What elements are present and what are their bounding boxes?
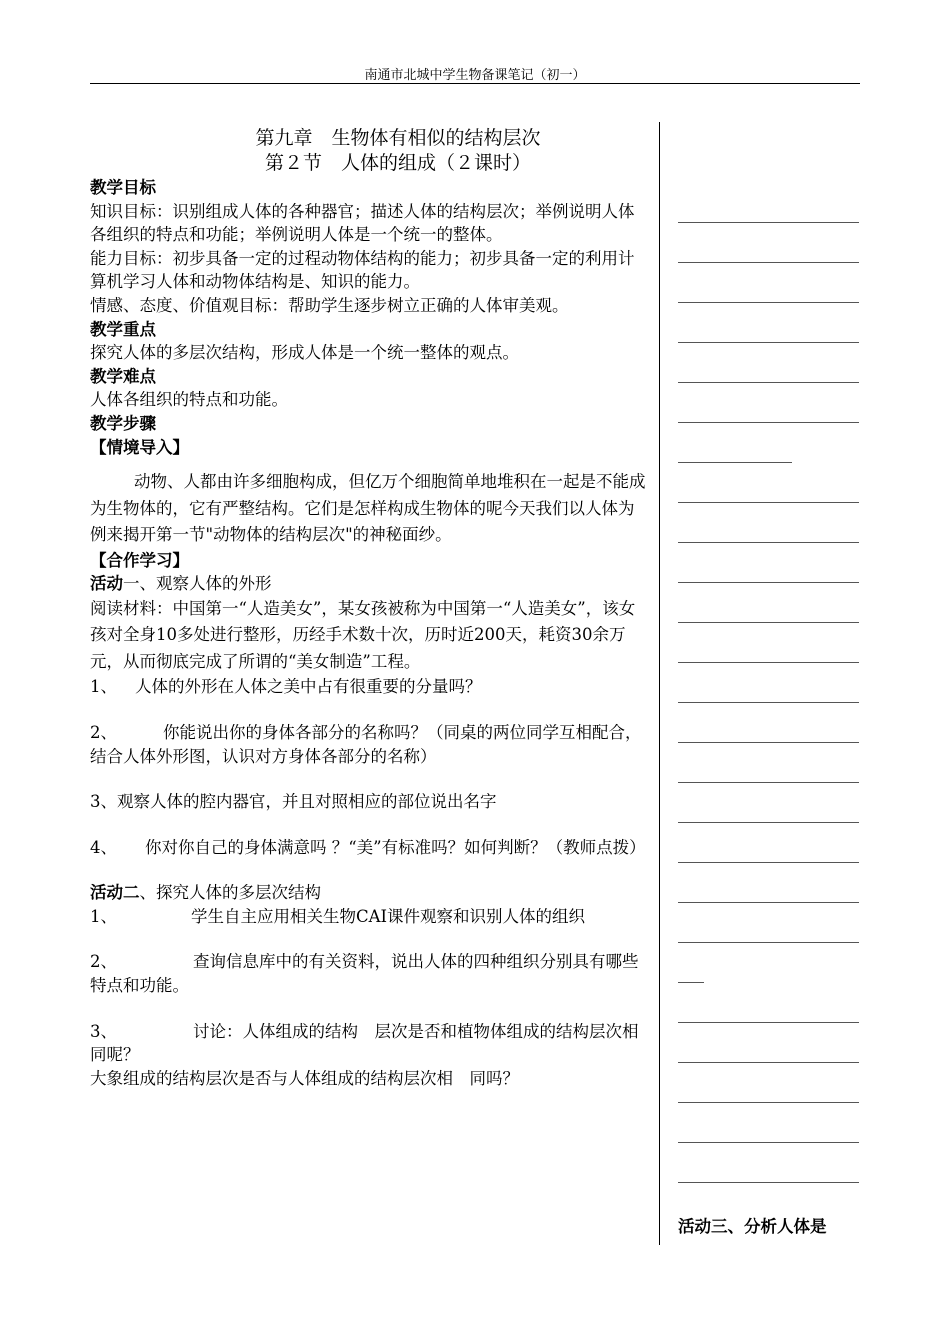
question-number: 1、 <box>90 677 117 697</box>
key-points-heading: 教学重点 <box>90 319 156 339</box>
activity1-question-4 <box>90 836 646 860</box>
note-line <box>678 1022 859 1023</box>
page-header: 南通市北城中学生物备课笔记（初一） <box>364 68 586 83</box>
note-line <box>678 662 859 663</box>
note-line <box>678 462 792 463</box>
activity2-question-3 <box>90 1020 646 1067</box>
note-line <box>678 862 859 863</box>
activity1-question-3: 3、观察人体的腔内器官，并且对照相应的部位说出名字 <box>90 792 497 812</box>
note-line <box>678 702 859 703</box>
emotion-objective: 情感、态度、价值观目标：帮助学生逐步树立正确的人体审美观。 <box>90 295 569 315</box>
note-line <box>678 902 859 903</box>
steps-heading: 教学步骤 <box>90 413 156 433</box>
note-line <box>678 382 859 383</box>
activity1-title-bold: 活动 <box>90 574 123 594</box>
note-line <box>678 1142 859 1143</box>
activity2-question-2 <box>90 950 646 997</box>
note-line <box>678 342 859 343</box>
objectives-heading: 教学目标 <box>90 178 156 197</box>
question-number: 3、 <box>90 1021 117 1041</box>
note-line <box>678 422 859 423</box>
note-line <box>678 302 859 303</box>
note-line <box>678 622 859 623</box>
question-text: 人体的外形在人体之美中占有很重要的分量吗？ <box>135 677 482 697</box>
question-text: 查询信息库中的有关资料，说出人体的四种组织分别具有哪些特点和功能。 <box>90 952 639 996</box>
note-line <box>678 582 859 583</box>
section-title: 第２节 人体的组成（２课时） <box>264 152 531 174</box>
ability-objective: 能力目标：初步具备一定的过程动物体结构的能力；初步具备一定的利用计算机学习人体和动物体结构是、知识的能力。 <box>90 248 635 292</box>
question-number: 2、 <box>90 722 117 742</box>
column-divider <box>659 122 660 1245</box>
question-text: 你对你自己的身体满意吗 ？“美”有标准吗？如何判断？（教师点拨） <box>145 837 646 857</box>
question-text: 讨论：人体组成的结构 层次是否和植物体组成的结构层次相同呢？ <box>90 1021 639 1065</box>
question-number: 4、 <box>90 837 117 857</box>
activity2-question-4: 大象组成的结构层次是否与人体组成的结构层次相 同吗？ <box>90 1068 519 1088</box>
note-line <box>678 502 859 503</box>
note-line <box>678 1102 859 1103</box>
note-line <box>678 222 859 223</box>
coop-heading: 【合作学习】 <box>90 550 189 570</box>
difficulties-text: 人体各组织的特点和功能。 <box>90 390 288 410</box>
lesson-plan-body <box>90 126 646 1090</box>
activity2-question-1 <box>90 905 646 929</box>
sidebar-activity3-heading: 活动三、分析人体是 <box>678 1217 827 1236</box>
activity1-reading: 阅读材料：中国第一“人造美女”，某女孩被称为中国第一“人造美女”，该女孩对全身10多处进行整形，历经手术数十次，历时近200天，耗资30余万元，从而彻底完成了所谓的“美女制造”工程。 <box>90 598 636 671</box>
intro-text: 动物、人都由许多细胞构成，但亿万个细胞简单地堆积在一起是不能成为生物体的，它有严整结构。它们是怎样构成生物体的呢今天我们以人体为例来揭开第一节"动物体的结构层次"的神秘面纱。 <box>90 472 646 545</box>
note-line <box>678 822 859 823</box>
difficulties-heading: 教学难点 <box>90 366 156 386</box>
question-number: 1、 <box>90 906 117 926</box>
note-line <box>678 1182 859 1183</box>
activity2-title <box>90 881 646 905</box>
question-text: 你能说出你的身体各部分的名称吗？（同桌的两位同学互相配合，结合人体外形图，认识对方身体各部分的名称） <box>90 722 642 766</box>
header-rule <box>90 83 860 84</box>
note-line <box>678 262 859 263</box>
intro-heading: 【情境导入】 <box>90 437 189 457</box>
knowledge-objective: 知识目标：识别组成人体的各种器官；描述人体的结构层次；举例说明人体各组织的特点和功能；举例说明人体是一个统一的整体。 <box>90 201 635 245</box>
note-line <box>678 982 704 983</box>
activity1-title-rest: 一、观察人体的外形 <box>123 574 272 594</box>
note-line <box>678 542 859 543</box>
activity1-question-2 <box>90 721 646 768</box>
note-line <box>678 1062 859 1063</box>
chapter-title: 第九章 生物体有相似的结构层次 <box>255 127 541 149</box>
activity1-question-1 <box>90 675 646 699</box>
note-line <box>678 742 859 743</box>
activity2-title-rest: 、探究人体的多层次结构 <box>139 883 321 903</box>
activity1-title <box>90 572 646 596</box>
activity2-title-bold: 活动二 <box>90 883 140 903</box>
question-text: 学生自主应用相关生物CAI课件观察和识别人体的组织 <box>191 906 586 926</box>
note-line <box>678 782 859 783</box>
note-line <box>678 942 859 943</box>
question-number: 2、 <box>90 952 117 972</box>
key-points-text: 探究人体的多层次结构，形成人体是一个统一整体的观点。 <box>90 343 519 363</box>
